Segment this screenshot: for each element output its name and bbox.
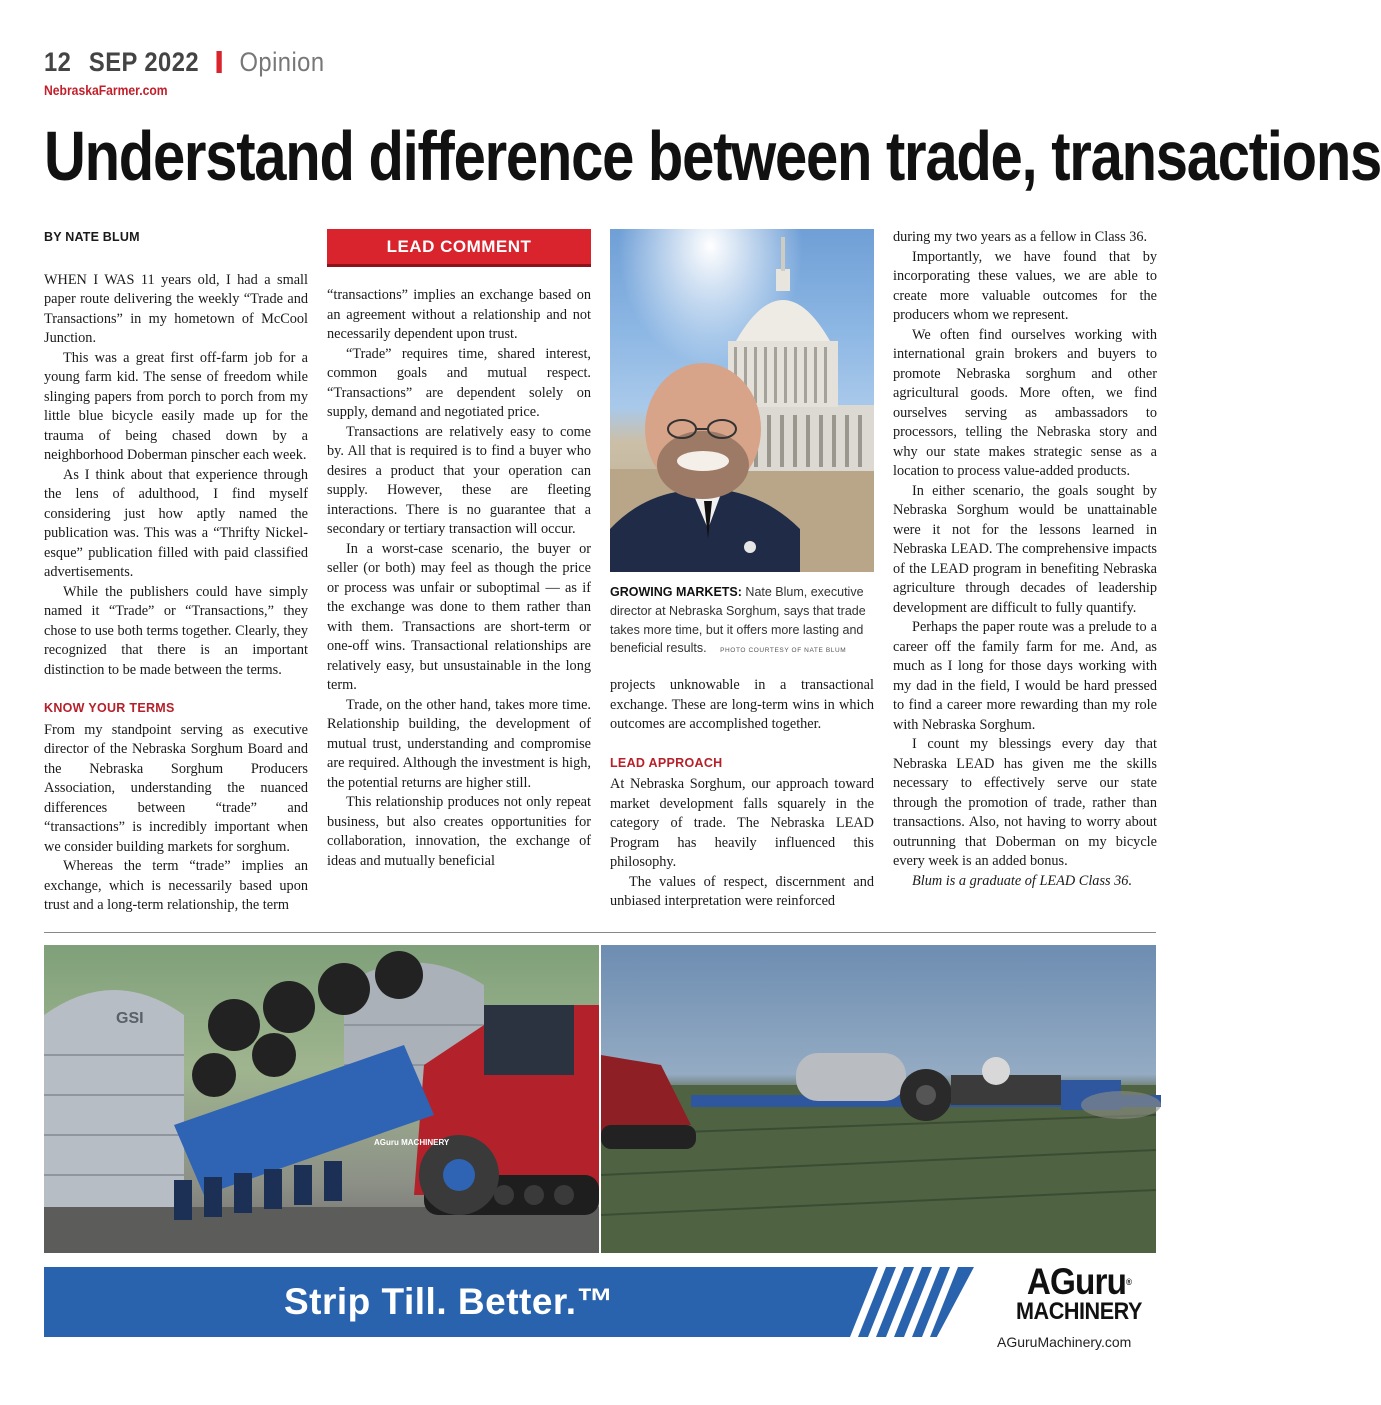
paragraph: From my standpoint serving as executive director of the Nebraska Sorghum Board and the Nebraska Sorghum Producers Association, understanding the nuanced differences between “trade” and “transactions” is incredibly important when we consider building markets for sorghum. — [44, 721, 308, 855]
paragraph: Importantly, we have found that by incorporating these values, we are able to create more valuable outcomes for the producers whom we represent. — [893, 248, 1157, 323]
ad-photo-equipment-bins — [44, 945, 599, 1253]
author-photo — [610, 229, 874, 572]
capitol-portrait-illustration — [610, 229, 874, 572]
lead-comment-badge: LEAD COMMENT — [327, 229, 591, 267]
paragraph: projects unknowable in a transactional exchange. These are long-term wins in which outcomes are accomplished together. — [610, 677, 874, 732]
site-link[interactable]: NebraskaFarmer.com — [44, 83, 168, 98]
page-number: 12 — [44, 46, 72, 77]
header-divider — [217, 51, 222, 73]
paragraph: As I think about that experience through the lens of adulthood, I find myself considering just how aptly named the publication was. This was a “Thrifty Nickel-esque” publication filled with paid classified advertisements. — [44, 466, 308, 580]
paragraph: This relationship produces not only repeat business, but also creates opportunities for collaboration, innovation, the exchange of ideas and mutually beneficial — [327, 794, 591, 869]
paragraph: Trade, on the other hand, takes more time. Relationship building, the development of mutual trust, understanding and compromise are required. Although the investment is high, the potential returns are higher still. — [327, 696, 591, 791]
paragraph: during my two years as a fellow in Class 36. — [893, 229, 1148, 245]
paragraph: Transactions are relatively easy to come by. All that is required is to find a buyer who desires a product that your operation can supply. However, these are fleeting interactions. There is no guarantee that a secondary or tertiary transaction will occur. — [327, 423, 591, 537]
section-label: Opinion — [239, 46, 325, 77]
paragraph: WHEN I WAS 11 years old, I had a small paper route delivering the weekly “Trade and Transactions” in my hometown of McCool Junction. — [44, 271, 308, 346]
paragraph: The values of respect, discernment and unbiased interpretation were reinforced — [610, 873, 874, 909]
paragraph: “transactions” implies an exchange based on an agreement without a relationship and not necessarily dependent upon trust. — [327, 287, 591, 342]
ad-stripes-decoration — [848, 1267, 988, 1337]
ad-photo-field-operation — [601, 945, 1156, 1253]
brand-machinery: MACHINERY — [1016, 1298, 1142, 1325]
author-signoff: Blum is a graduate of LEAD Class 36. — [912, 872, 1133, 889]
caption-text: Nate Blum, executive director at Nebraska Sorghum, says that trade takes more time, but it offers more lasting and beneficial results. — [610, 585, 866, 656]
field-strip-till-illustration — [601, 945, 1156, 1253]
paragraph: This was a great first off-farm job for a young farm kid. The sense of freedom while slinging papers from porch to porch from my little blue bicycle easily made up for the trauma of being chased down by a neighborhood Doberman pinscher each week. — [44, 349, 308, 463]
brand-wordmark: AGuru® — [1026, 1261, 1132, 1302]
byline: BY NATE BLUM — [44, 230, 140, 244]
article-column-1 — [44, 228, 308, 916]
issue-date: SEP 2022 — [88, 46, 200, 77]
article-column-4 — [893, 228, 1157, 891]
aguru-logo[interactable] — [994, 1261, 1164, 1325]
paragraph: “Trade” requires time, shared interest, common goals and mutual respect. “Transactions” are dependent solely on supply, demand and negotiated price. — [327, 345, 591, 420]
ad-tagline: Strip Till. Better.™ — [284, 1281, 615, 1322]
bin-label: GSI — [116, 1010, 144, 1027]
paragraph: Whereas the term “trade” implies an exchange, which is necessarily based upon trust and a long-term relationship, the term — [44, 858, 308, 913]
page-header — [44, 44, 324, 80]
paragraph: In either scenario, the goals sought by Nebraska Sorghum would be unattainable were it not for the lessons learned in Nebraska LEAD. The comprehensive impacts of the LEAD program in benefiting Nebraska agriculture through decades of leadership development are difficult to fully quantify. — [893, 482, 1157, 616]
article-headline: Understand difference between trade, transactions — [44, 117, 1381, 195]
machine-badge: AGuru MACHINERY — [374, 1138, 450, 1147]
paragraph: I count my blessings every day that Nebraska LEAD has given me the skills necessary to effectively serve our state through the promotion of trade, rather than transactions. Also, not having to worry about outrunning that Doberman on my bicycle every week is an added bonus. — [893, 736, 1157, 869]
paragraph: In a worst-case scenario, the buyer or seller (or both) may feel as though the price or process was unfair or suboptimal — as if the exchange was done to them rather than with them. Transactions are short-term or one-off wins. Transactional relationships are relatively easy, but unsustainable in the long term. — [327, 540, 591, 693]
subhead-know-your-terms: KNOW YOUR TERMS — [44, 701, 175, 715]
strip-till-machine-illustration — [44, 945, 599, 1253]
paragraph: At Nebraska Sorghum, our approach toward market development falls squarely in the category of trade. The Nebraska LEAD Program has heavily influenced this philosophy. — [610, 776, 874, 870]
subhead-lead-approach: LEAD APPROACH — [610, 755, 723, 770]
brand-url-link[interactable]: AGuruMachinery.com — [997, 1334, 1132, 1350]
paragraph: While the publishers could have simply named it “Trade” or “Transactions,” they chose to use both terms together. Clearly, they recognized that there is an important distinction to be made between the terms. — [44, 583, 308, 678]
article-column-2 — [327, 286, 591, 871]
photo-credit: PHOTO COURTESY OF NATE BLUM — [720, 647, 847, 655]
caption-lead: GROWING MARKETS: — [610, 585, 742, 599]
paragraph: Perhaps the paper route was a prelude to a career off the family farm for me. And, as much as I long for those days working with my dad in the field, I would be hard pressed to find a career more rewarding than my role with Nebraska Sorghum. — [893, 619, 1157, 733]
article-column-3 — [610, 676, 874, 912]
photo-caption — [610, 583, 874, 661]
paragraph: We often find ourselves working with international grain brokers and buyers to promote Nebraska sorghum and other agricultural goods. More often, we find ourselves serving as ambassadors to processors, telling the Nebraska story and why our state makes strategic sense as a location to process value-added products. — [893, 326, 1157, 479]
section-divider — [44, 932, 1156, 933]
